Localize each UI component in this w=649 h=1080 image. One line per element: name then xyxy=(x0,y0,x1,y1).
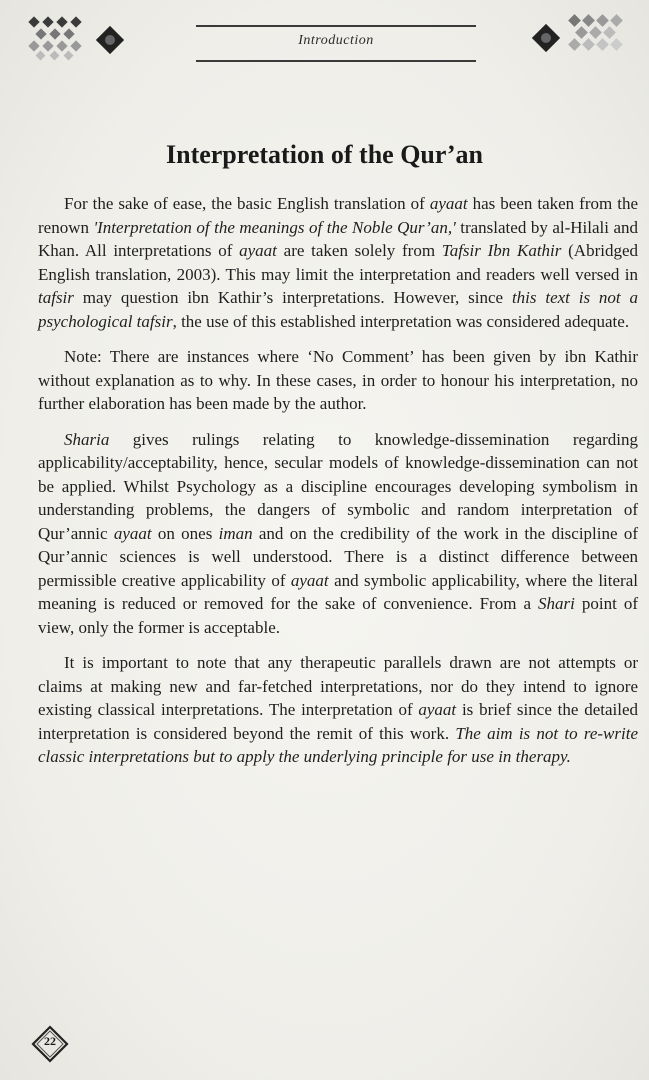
text-run: gives rulings relating to knowledge-dissemination regarding applicability/acceptability, hence, secular models of knowledge-dissemination can not be applied. Whilst Psychology as a discipline encourages developing symbolism in understanding problems, the dangers of symbolic and random interpretation of Qur’annic xyxy=(38,429,638,543)
italic-text-run: ayaat xyxy=(290,570,329,590)
paragraph xyxy=(38,192,638,333)
italic-text-run: Shari xyxy=(538,594,575,613)
body-text xyxy=(38,192,638,769)
text-run: are taken solely from xyxy=(276,241,442,260)
paragraph xyxy=(38,428,638,640)
paragraph xyxy=(38,651,638,769)
italic-text-run: iman xyxy=(218,523,253,543)
italic-text-run: 'Interpretation of the meanings of the Noble Qur’an,' xyxy=(93,217,456,237)
header-rule-bottom xyxy=(196,60,476,62)
text-run: It is important to note that any therapeutic parallels drawn are not attempts or claims at making new and far-fetched interpretations, nor do they intend to ignore existing classical interpretations. The interpretation of xyxy=(38,653,638,719)
page-number: 22 xyxy=(44,1034,56,1048)
italic-text-run: this text is not a psychological tafsir xyxy=(38,288,638,331)
italic-text-run: Sharia xyxy=(64,429,110,449)
paragraph xyxy=(38,345,638,416)
text-run: point of view, only the former is acceptable. xyxy=(38,594,638,637)
text-run: may question ibn Kathir’s interpretations. However, since xyxy=(73,288,512,307)
text-run: on ones xyxy=(151,523,219,543)
text-run: , the use of this established interpretation was considered adequate. xyxy=(172,311,630,331)
page-title: Interpretation of the Qur’an xyxy=(165,140,483,169)
italic-text-run: tafsir xyxy=(38,288,74,307)
italic-text-run: Tafsir Ibn Kathir xyxy=(441,241,562,260)
text-run: For the sake of ease, the basic English translation of xyxy=(64,194,430,213)
running-title: Introduction xyxy=(298,33,374,48)
header-rule-top xyxy=(196,25,476,27)
ornament-right-icon xyxy=(526,10,636,62)
ornament-left-icon xyxy=(26,14,136,66)
text-run: has been taken from the renown xyxy=(38,194,638,237)
text-run: is brief since the detailed interpretation is considered beyond the remit of this work. xyxy=(38,700,638,743)
italic-text-run: ayaat xyxy=(113,523,152,543)
page-header xyxy=(0,0,649,80)
text-run: and symbolic applicability, where the literal meaning is reduced or removed for the sake of convenience. From a xyxy=(38,570,638,613)
text-run: translated by al-Hilali and Khan. All interpretations of xyxy=(38,217,639,260)
text-run: (Abridged English translation, 2003). This may limit the interpretation and readers well versed in xyxy=(38,241,639,284)
italic-text-run: ayaat xyxy=(418,700,457,719)
text-run: and on the credibility of the work in the discipline of Qur’annic sciences is well understood. There is a distinct difference between permissible creative applicability of xyxy=(38,523,638,590)
text-run: Note: There are instances where ‘No Comment’ has been given by ibn Kathir without explanation as to why. In these cases, in order to honour his interpretation, no further elaboration has been made by the author. xyxy=(38,347,638,413)
italic-text-run: The aim is not to re-write classic interpretations but to apply the underlying principle for use in therapy. xyxy=(38,723,638,766)
italic-text-run: ayaat xyxy=(429,194,468,213)
italic-text-run: ayaat xyxy=(239,241,277,260)
